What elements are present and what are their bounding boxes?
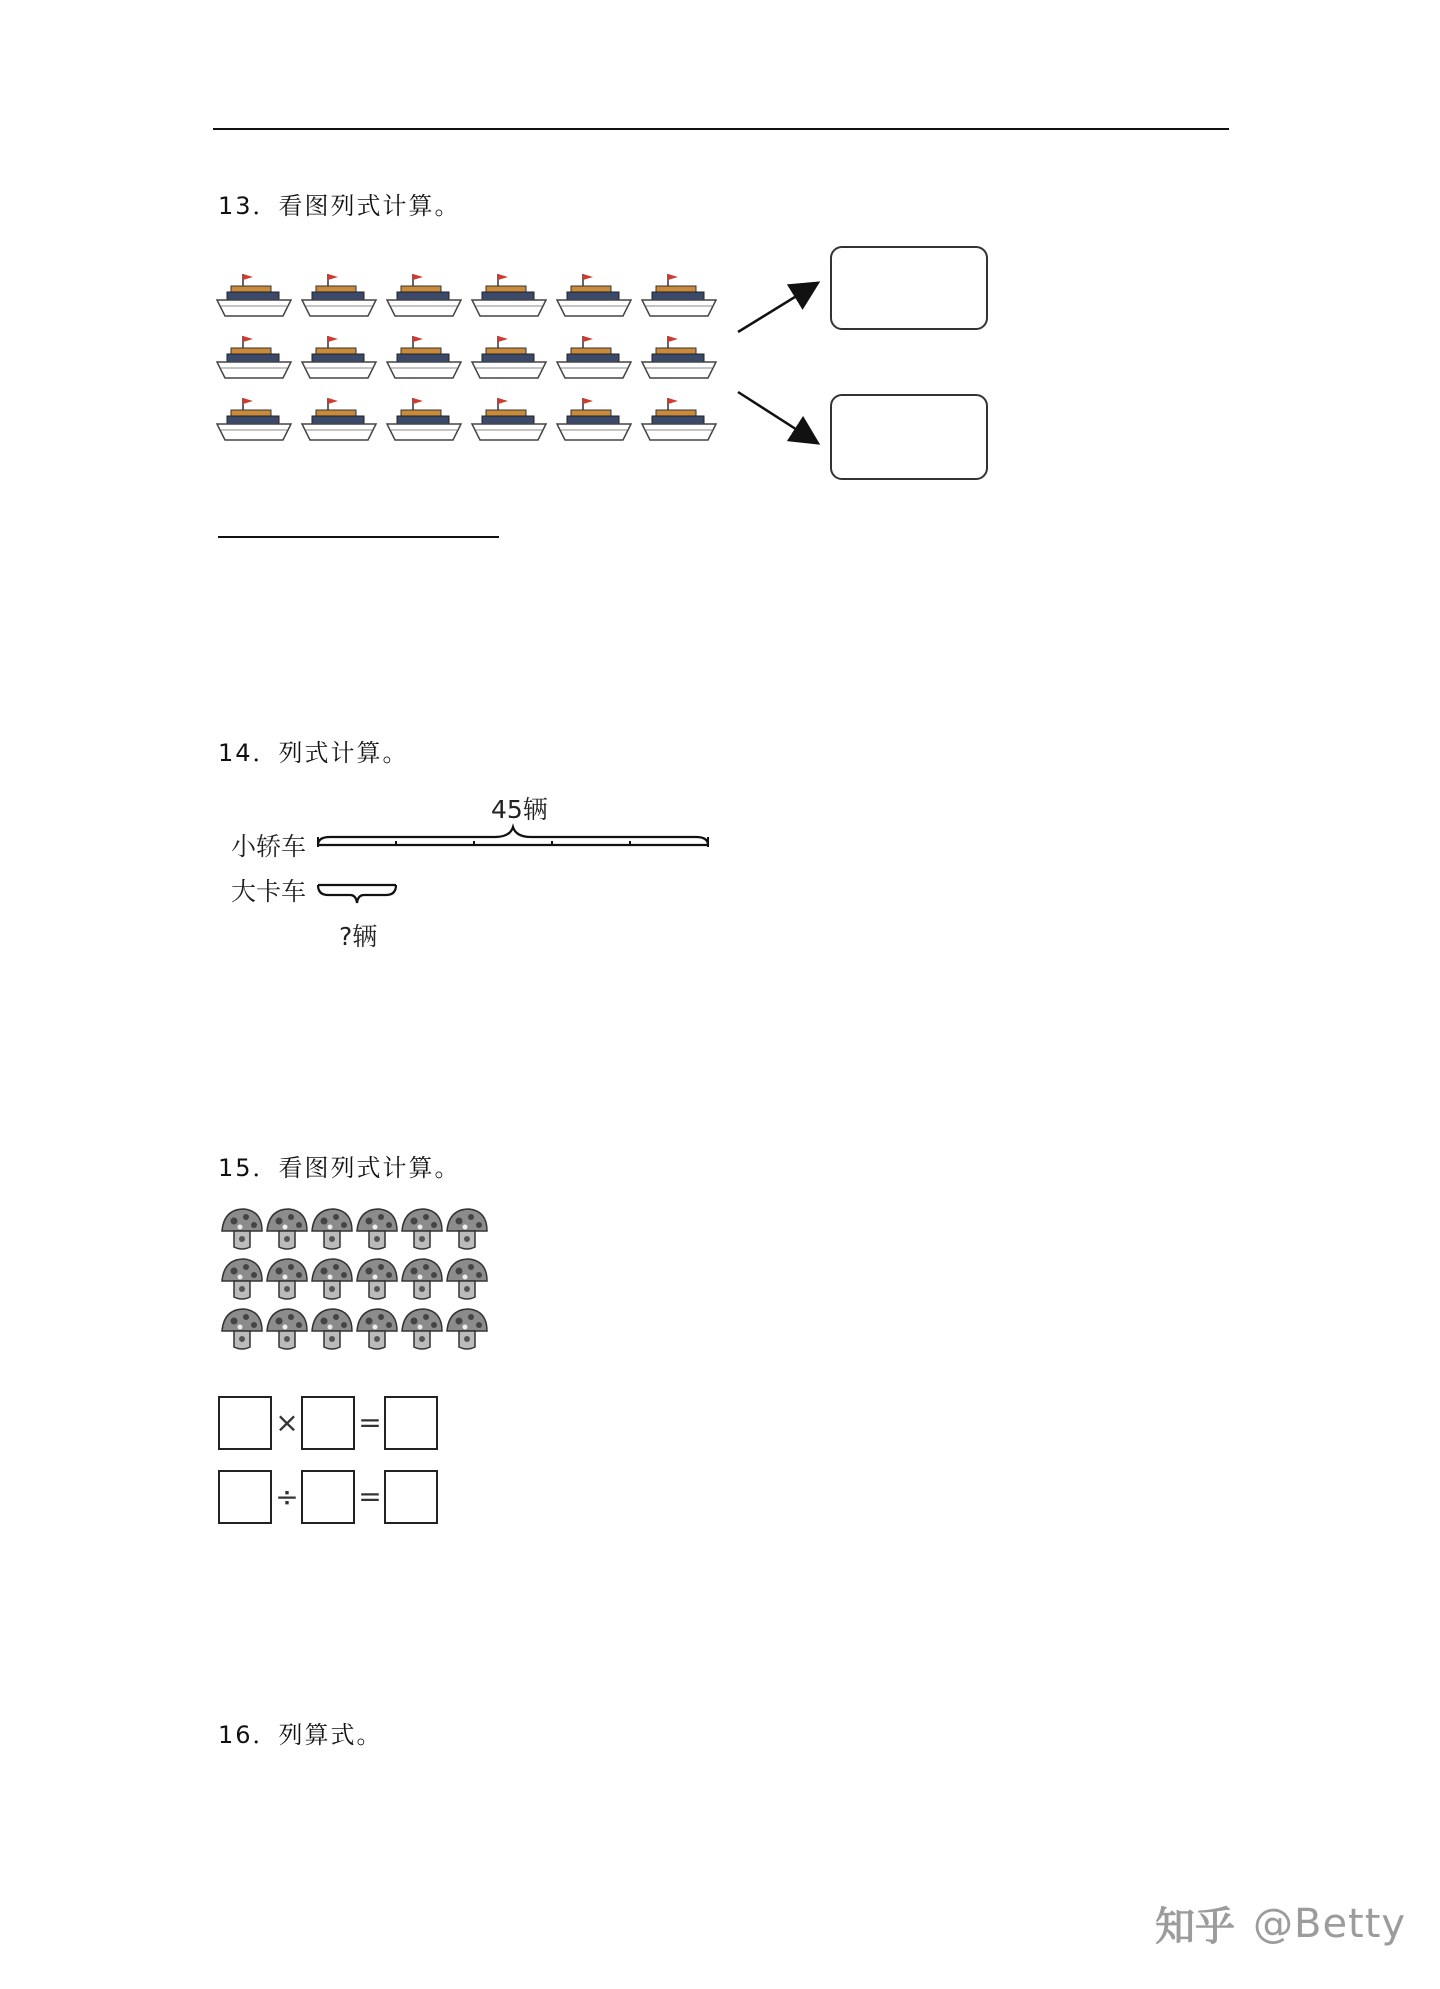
boat-icon	[217, 274, 291, 316]
boat-icon	[217, 398, 291, 440]
car-brace	[318, 827, 708, 845]
boat-icon	[387, 336, 461, 378]
mushroom-icon	[222, 1209, 262, 1249]
mushroom-icon	[357, 1209, 397, 1249]
boat-icon	[472, 274, 546, 316]
mushroom-icon	[357, 1309, 397, 1349]
boat-icon	[472, 398, 546, 440]
mushroom-icon	[222, 1259, 262, 1299]
car-total-label: 45辆	[491, 795, 548, 824]
boat-icon	[217, 336, 291, 378]
divide-symbol: ÷	[275, 1480, 299, 1513]
mushroom-icon	[222, 1309, 262, 1349]
watermark	[1155, 1895, 1406, 1952]
equals-symbol: =	[358, 1406, 382, 1439]
arrow-down	[738, 392, 816, 442]
mushroom-icon	[312, 1259, 352, 1299]
divide-quotient[interactable]	[384, 1470, 438, 1524]
multiply-factor-2[interactable]	[301, 1396, 355, 1450]
boat-grid	[215, 270, 735, 465]
question-15-title: 15．看图列式计算。	[218, 1154, 461, 1182]
boat-icon	[557, 274, 631, 316]
divide-dividend[interactable]	[218, 1470, 272, 1524]
boat-icon	[302, 274, 376, 316]
line-segment-diagram	[310, 815, 720, 915]
equals-symbol: =	[358, 1480, 382, 1513]
mushroom-icon	[312, 1209, 352, 1249]
multiply-symbol: ×	[275, 1406, 299, 1439]
mushroom-icon	[357, 1259, 397, 1299]
question-16-title: 16．列算式。	[218, 1721, 383, 1749]
mushroom-grid	[218, 1205, 503, 1365]
mushroom-icon	[447, 1309, 487, 1349]
divide-divisor[interactable]	[301, 1470, 355, 1524]
boat-icon	[387, 274, 461, 316]
mushroom-icon	[402, 1309, 442, 1349]
mushroom-icon	[447, 1209, 487, 1249]
question-14-title: 14．列式计算。	[218, 739, 409, 767]
boat-icon	[302, 398, 376, 440]
mushroom-icon	[267, 1309, 307, 1349]
question-13-title: 13．看图列式计算。	[218, 192, 461, 220]
boat-icon	[472, 336, 546, 378]
multiply-product[interactable]	[384, 1396, 438, 1450]
boat-icon	[302, 336, 376, 378]
boat-icon	[642, 336, 716, 378]
result-box-top[interactable]	[830, 246, 988, 330]
mushroom-icon	[402, 1209, 442, 1249]
split-arrows	[730, 270, 840, 450]
mushroom-icon	[402, 1259, 442, 1299]
boat-icon	[557, 336, 631, 378]
answer-line-13[interactable]	[218, 536, 499, 538]
boat-icon	[557, 398, 631, 440]
truck-brace	[318, 885, 396, 903]
truck-total-label: ?辆	[339, 922, 378, 951]
header-rule	[213, 128, 1229, 130]
mushroom-icon	[312, 1309, 352, 1349]
multiply-factor-1[interactable]	[218, 1396, 272, 1450]
result-box-bottom[interactable]	[830, 394, 988, 480]
mushroom-icon	[267, 1209, 307, 1249]
mushroom-icon	[267, 1259, 307, 1299]
car-label: 小轿车	[231, 832, 307, 861]
watermark-user: @Betty	[1253, 1900, 1407, 1947]
boat-icon	[642, 398, 716, 440]
zhihu-logo: 知乎	[1155, 1904, 1235, 1950]
arrow-up	[738, 284, 816, 332]
mushroom-icon	[447, 1259, 487, 1299]
boat-icon	[642, 274, 716, 316]
boat-icon	[387, 398, 461, 440]
truck-label: 大卡车	[231, 877, 307, 906]
